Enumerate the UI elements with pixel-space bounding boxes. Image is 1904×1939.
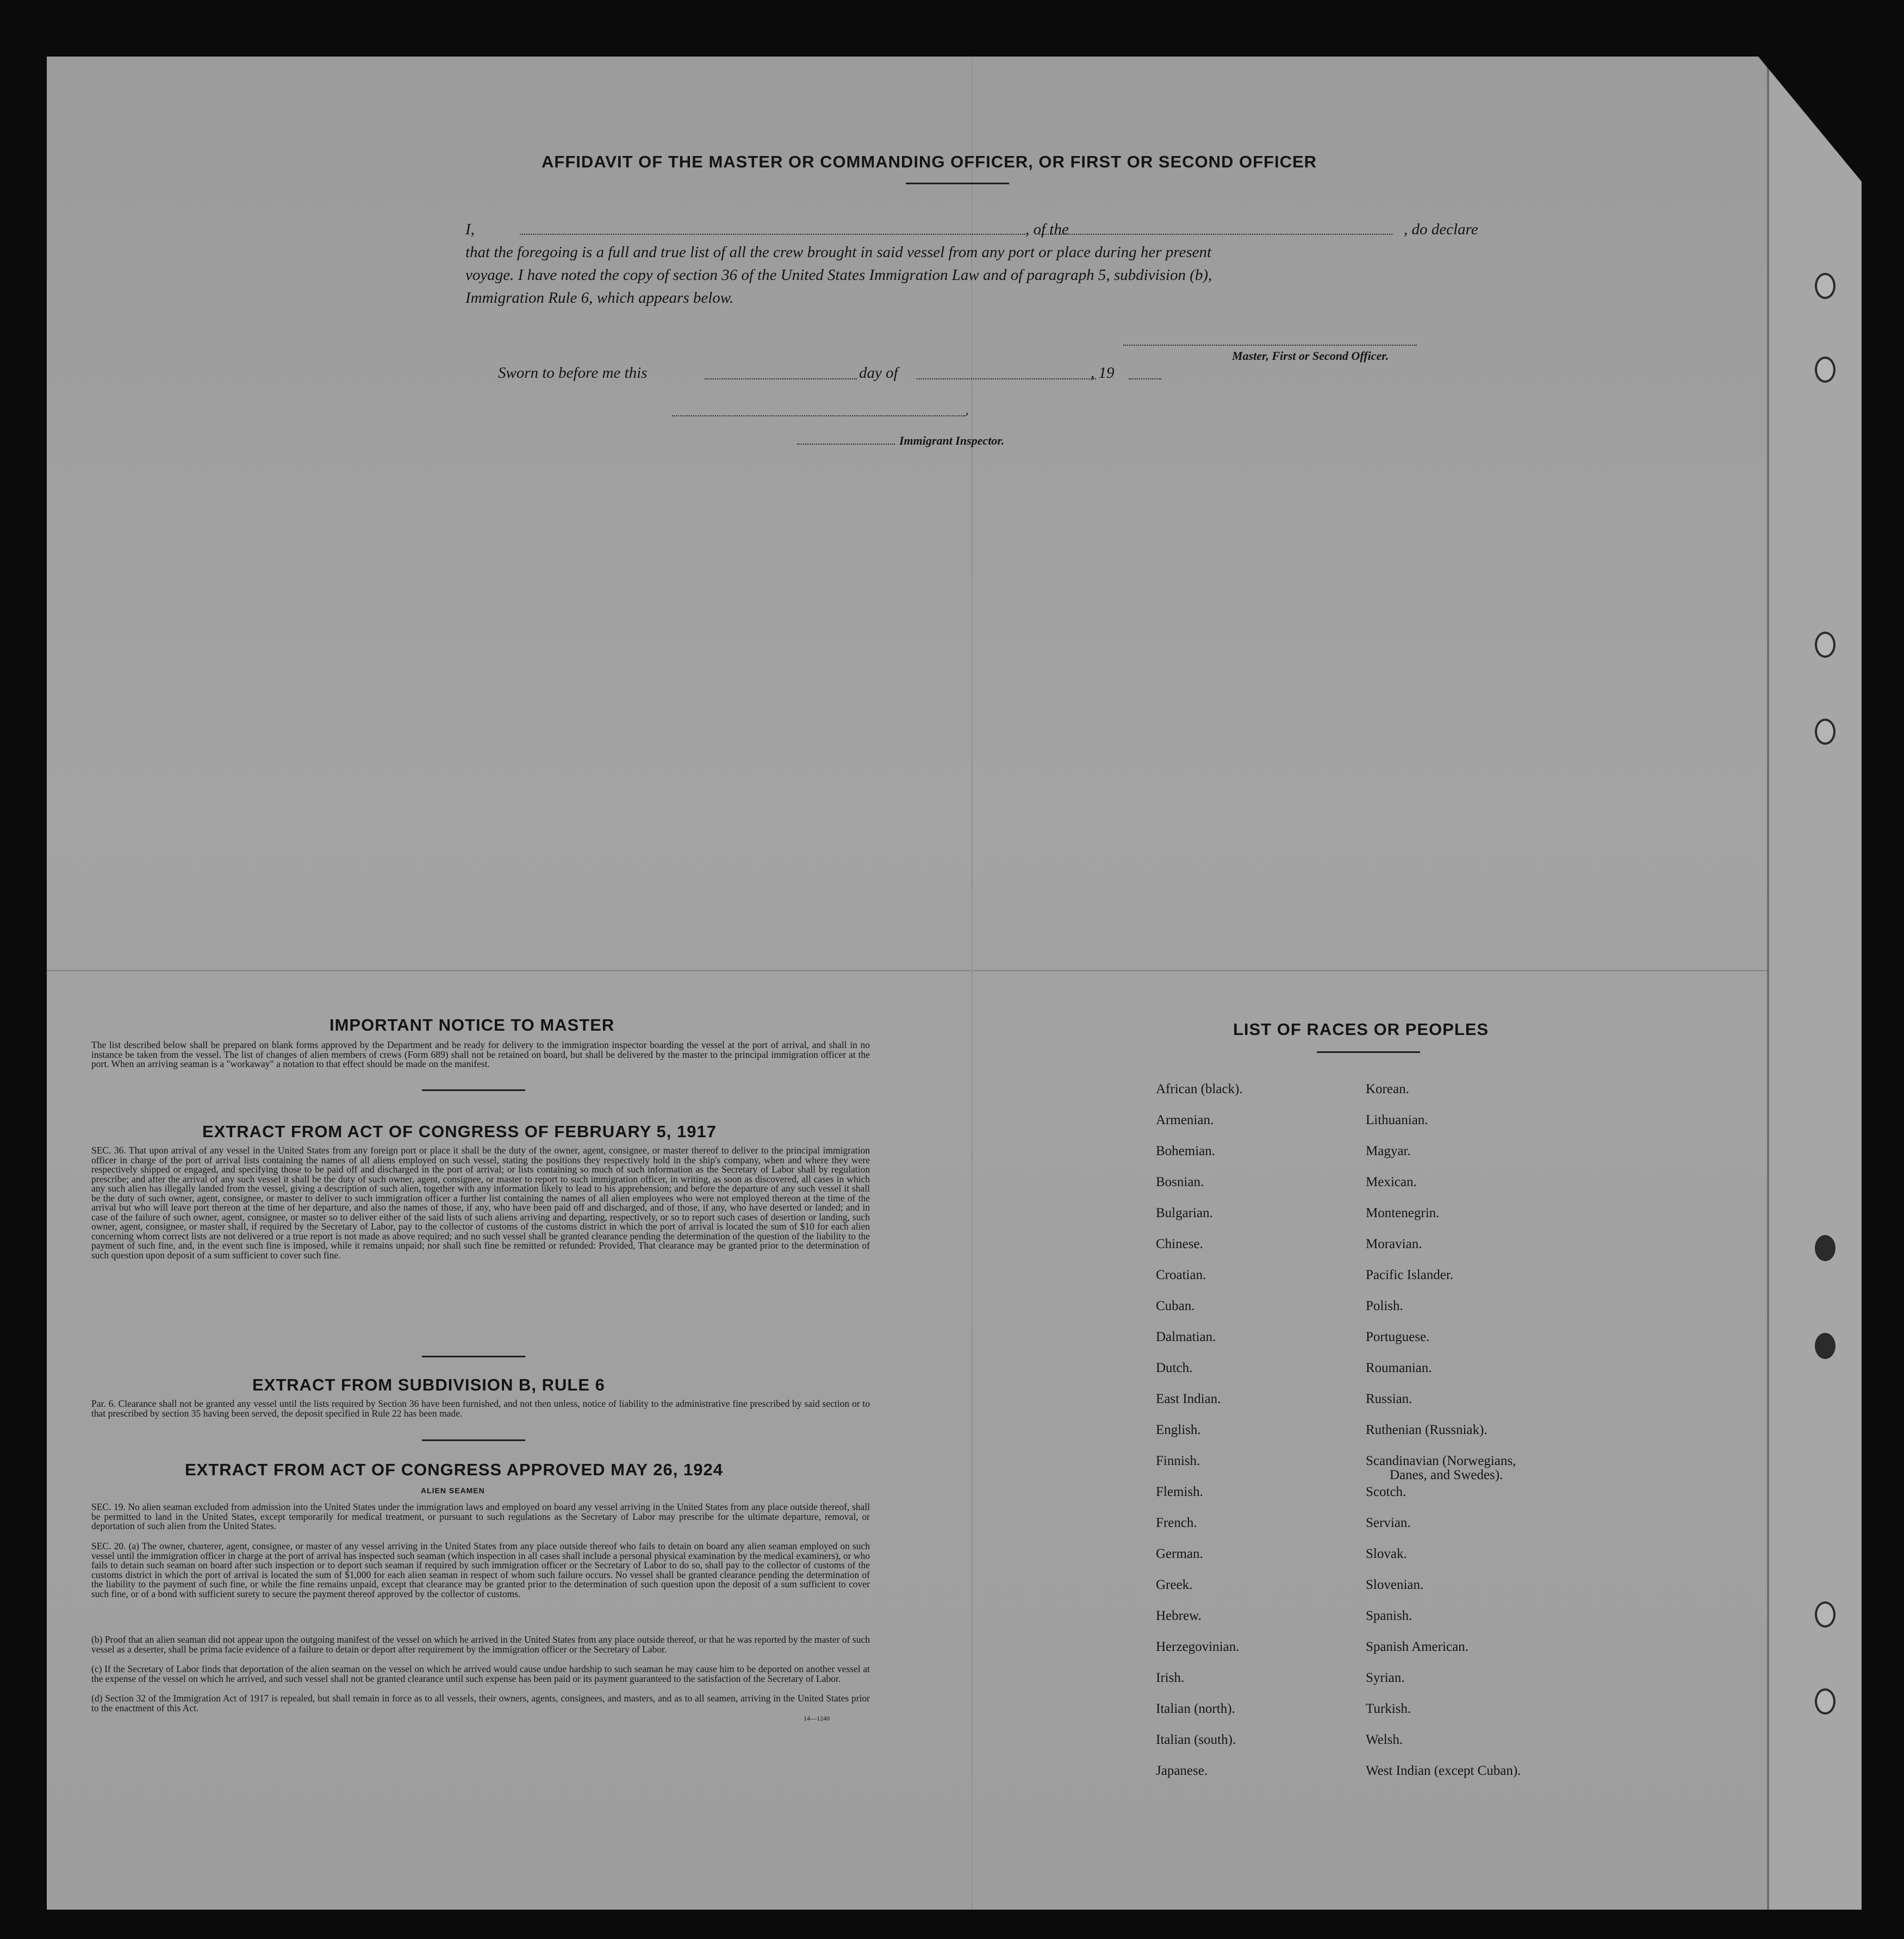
race-item: Chinese. bbox=[1156, 1237, 1203, 1251]
race-item: Flemish. bbox=[1156, 1485, 1203, 1499]
race-item: Herzegovinian. bbox=[1156, 1639, 1240, 1654]
race-item: Armenian. bbox=[1156, 1113, 1214, 1127]
vessel-blank[interactable] bbox=[1039, 234, 1392, 235]
name-blank[interactable] bbox=[520, 234, 1025, 235]
race-item: Danes, and Swedes). bbox=[1390, 1468, 1503, 1482]
race-item: Mexican. bbox=[1366, 1175, 1417, 1189]
race-item: Russian. bbox=[1366, 1392, 1413, 1406]
affidavit-line-2: that the foregoing is a full and true list of all the crew brought in said vessel from any port or place during her present bbox=[465, 244, 1212, 261]
race-item: French. bbox=[1156, 1516, 1197, 1530]
right-edge-strip bbox=[1767, 57, 1862, 1910]
affidavit-line-4: Immigration Rule 6, which appears below. bbox=[465, 289, 734, 307]
race-item: Korean. bbox=[1366, 1082, 1409, 1096]
sworn-month-blank[interactable] bbox=[917, 378, 1096, 379]
punch-hole bbox=[1815, 632, 1835, 658]
form-number: 14—1240 bbox=[804, 1714, 830, 1722]
extract-1924-sec20c: (c) If the Secretary of Labor finds that deportation of the alien seaman on the vessel on which he arrived would cause undue hardship to such seaman he may cause him to be deported on another vessel at the expense of the vessel on which he arrived, and such vessel shall not be granted clearance until such expense has been paid or its payment guaranteed to the satisfaction of the Secretary of Labor. bbox=[91, 1663, 870, 1684]
race-item: Portuguese. bbox=[1366, 1330, 1430, 1344]
race-item: Magyar. bbox=[1366, 1144, 1411, 1158]
extract-1924-sec20b: (b) Proof that an alien seaman did not appear upon the outgoing manifest of the vessel on which he arrived in the United States from any place outside thereof, or that he was reported by the master of such vessel as a deserter, shall be prima facie evidence of a failure to detain or deport after requirement by the immigration officer or the Secretary of Labor. bbox=[91, 1634, 870, 1655]
race-item: East Indian. bbox=[1156, 1392, 1221, 1406]
affidavit-of-the: , of the bbox=[1025, 221, 1069, 238]
race-item: Syrian. bbox=[1366, 1670, 1405, 1685]
punch-hole bbox=[1815, 1333, 1835, 1359]
notice-text: The list described below shall be prepared on blank forms approved by the Department and be ready for delivery to the immigration inspector boarding the vessel at the port of arrival, and shall in no instance be taken from the vessel. The list of changes of alien members of crews (Form 689) shall not be retained on board, but shall be delivered by the master to the principal immigration officer at the port. When an arriving seaman is a "workaway" a notation to that effect should be made on the manifest. bbox=[91, 1039, 870, 1069]
race-item: Croatian. bbox=[1156, 1268, 1206, 1282]
race-item: Ruthenian (Russniak). bbox=[1366, 1423, 1488, 1437]
punch-hole bbox=[1815, 1601, 1835, 1628]
day-of-label: day of bbox=[859, 364, 898, 382]
notice-title: IMPORTANT NOTICE TO MASTER bbox=[329, 1015, 615, 1034]
inspector-comma: , bbox=[966, 403, 969, 417]
race-item: German. bbox=[1156, 1547, 1203, 1561]
fold-line-vertical bbox=[971, 57, 973, 1910]
rule6-text: Par. 6. Clearance shall not be granted any vessel until the lists required by Section 36 have been furnished, and not then unless, notice of liability to the administrative fine prescribed by said section or to that prescribed by section 35 having been served, the deposit specified in Rule 22 has been made. bbox=[91, 1398, 870, 1419]
extract-1924-title: EXTRACT FROM ACT OF CONGRESS APPROVED MAY 26, 1924 bbox=[185, 1460, 723, 1479]
race-item: Finnish. bbox=[1156, 1454, 1200, 1468]
race-item: Bulgarian. bbox=[1156, 1206, 1213, 1220]
punch-hole bbox=[1815, 273, 1835, 299]
race-item: Bohemian. bbox=[1156, 1144, 1216, 1158]
punch-hole bbox=[1815, 1688, 1835, 1714]
race-item: Servian. bbox=[1366, 1516, 1411, 1530]
race-item: Greek. bbox=[1156, 1578, 1193, 1592]
race-item: African (black). bbox=[1156, 1082, 1243, 1096]
divider-rule bbox=[422, 1439, 525, 1441]
race-item: Cuban. bbox=[1156, 1299, 1195, 1313]
race-item: Spanish. bbox=[1366, 1608, 1413, 1623]
extract-1917-title: EXTRACT FROM ACT OF CONGRESS OF FEBRUARY 5, 1917 bbox=[202, 1122, 717, 1141]
punch-hole bbox=[1815, 1235, 1835, 1261]
master-signature-label: Master, First or Second Officer. bbox=[1232, 349, 1389, 363]
race-item: Montenegrin. bbox=[1366, 1206, 1440, 1220]
races-title: LIST OF RACES OR PEOPLES bbox=[1233, 1020, 1489, 1039]
sworn-day-blank[interactable] bbox=[705, 378, 857, 379]
race-item: Hebrew. bbox=[1156, 1608, 1202, 1623]
torn-corner bbox=[1758, 57, 1862, 182]
race-item: Pacific Islander. bbox=[1366, 1268, 1454, 1282]
race-item: Irish. bbox=[1156, 1670, 1185, 1685]
race-item: Turkish. bbox=[1366, 1701, 1411, 1716]
sworn-year-blank[interactable] bbox=[1129, 378, 1161, 379]
inspector-lead-blank bbox=[797, 444, 895, 445]
affidavit-title: AFFIDAVIT OF THE MASTER OR COMMANDING OFFICER, OR FIRST OR SECOND OFFICER bbox=[542, 152, 1317, 171]
race-item: Slovenian. bbox=[1366, 1578, 1424, 1592]
race-item: Italian (south). bbox=[1156, 1732, 1236, 1747]
inspector-label: Immigrant Inspector. bbox=[899, 434, 1005, 447]
divider-rule bbox=[1317, 1051, 1420, 1053]
race-item: Scotch. bbox=[1366, 1485, 1407, 1499]
race-item: Dalmatian. bbox=[1156, 1330, 1216, 1344]
master-signature-blank[interactable] bbox=[1123, 345, 1417, 346]
race-item: Roumanian. bbox=[1366, 1361, 1432, 1375]
race-item: Italian (north). bbox=[1156, 1701, 1235, 1716]
fold-line-horizontal bbox=[47, 970, 1862, 971]
extract-1924-sec20a: SEC. 20. (a) The owner, charterer, agent, consignee, or master of any vessel arriving in the United States from any place outside thereof who fails to detain on board any alien seaman employed on such vessel until the immigration officer in charge at the port of arrival has inspected such seaman (which inspection in all cases shall include a personal physical examination by the medical examiners), or who fails to detain such seaman on board after such inspection or to deport such seaman if required by such immigration officer or the Secretary of Labor to do so, shall pay to the collector of customs of the customs district in which the port of arrival is located the sum of $1,000 for each alien seaman in respect of whom such failure occurs. No vessel shall be granted clearance pending the determination of the liability to the payment of such fine, or while the fine remains unpaid, except that clearance may be granted prior to the determination of such question upon the deposit of a sum sufficient to cover such fine, or of a bond with sufficient surety to secure the payment thereof approved by the collector of customs. bbox=[91, 1541, 870, 1599]
race-item: Moravian. bbox=[1366, 1237, 1422, 1251]
punch-hole bbox=[1815, 719, 1835, 745]
divider-rule bbox=[422, 1089, 525, 1091]
race-item: Scandinavian (Norwegians, bbox=[1366, 1454, 1516, 1468]
sworn-prefix: Sworn to before me this bbox=[498, 364, 648, 382]
race-item: Slovak. bbox=[1366, 1547, 1407, 1561]
race-item: West Indian (except Cuban). bbox=[1366, 1763, 1521, 1778]
race-item: Spanish American. bbox=[1366, 1639, 1469, 1654]
race-item: Lithuanian. bbox=[1366, 1113, 1428, 1127]
affidavit-line-3: voyage. I have noted the copy of section 36 of the United States Immigration Law and of paragraph 5, subdivision (b), bbox=[465, 266, 1212, 284]
alien-seamen-subtitle: ALIEN SEAMEN bbox=[421, 1486, 485, 1495]
document-page bbox=[47, 57, 1862, 1910]
extract-1924-sec20d: (d) Section 32 of the Immigration Act of 1917 is repealed, but shall remain in force as to all vessels, their owners, agents, consignees, and masters, and as to all seamen, arriving in the United States prior to the enactment of this Act. bbox=[91, 1693, 870, 1713]
extract-1924-sec19: SEC. 19. No alien seaman excluded from admission into the United States under the immigration laws and employed on board any vessel arriving in the United States from any place outside thereof, shall be permitted to land in the United States, except temporarily for medical treatment, or pursuant to such regulations as the Secretary of Labor may prescribe for the ultimate departure, removal, or deportation of such alien from the United States. bbox=[91, 1501, 870, 1531]
race-item: Welsh. bbox=[1366, 1732, 1403, 1747]
inspector-signature-blank[interactable] bbox=[672, 415, 966, 416]
race-item: English. bbox=[1156, 1423, 1201, 1437]
race-item: Bosnian. bbox=[1156, 1175, 1204, 1189]
extract-1917-text: SEC. 36. That upon arrival of any vessel in the United States from any foreign port or place it shall be the duty of the owner, agent, consignee, or master thereof to deliver to the principal immigration officer in charge of the port of arrival lists containing the names of all aliens employed on such vessel, stating the positions they respectively hold in the ship's company, when and where they were respectively shipped or engaged, and specifying those to be paid off and discharged in the port of arrival; or lists containing so much of such information as the Secretary of Labor shall by regulation prescribe; and after the arrival of any such vessel it shall be the duty of such owner, agent, consignee, or master to report to such immigration officer, in writing, as soon as discovered, all cases in which any such alien has illegally landed from the vessel, giving a description of such alien, together with any information likely to lead to his apprehension; and before the departure of any such vessel it shall be the duty of such owner, agent, consignee, or master to deliver to such immigration officer a further list containing the names of all alien employees who were not employed thereon at the time of the arrival but who will leave port thereon at the time of her departure, and also the names of those, if any, who have been paid off and discharged, and of those, if any, who have deserted or landed; and in case of the failure of such owner, agent, consignee, or master so to deliver either of the said lists of such aliens arriving and departing, respectively, or so to report such cases of desertion or landing, such owner, agent, consignee, or master shall, if required by the Secretary of Labor, pay to the collector of customs of the customs district in which the port of arrival is located the sum of $10 for each alien concerning whom correct lists are not delivered or a true report is not made as above required; and no such vessel shall be granted clearance pending the determination of the question of the liability to the payment of such fine, and, in the event such fine is imposed, while it remains unpaid; nor shall such fine be remitted or refunded: Provided, That clearance may be granted prior to the determination of such question upon deposit of a sum sufficient to cover such fine. bbox=[91, 1145, 870, 1261]
year-prefix: , 19 bbox=[1091, 364, 1115, 382]
rule6-title: EXTRACT FROM SUBDIVISION B, RULE 6 bbox=[252, 1375, 605, 1394]
race-item: Japanese. bbox=[1156, 1763, 1208, 1778]
affidavit-i-label: I, bbox=[465, 221, 475, 238]
punch-hole bbox=[1815, 357, 1835, 383]
race-item: Dutch. bbox=[1156, 1361, 1193, 1375]
race-item: Polish. bbox=[1366, 1299, 1403, 1313]
divider-rule bbox=[906, 183, 1009, 184]
divider-rule bbox=[422, 1356, 525, 1357]
affidavit-do-declare: , do declare bbox=[1404, 221, 1478, 238]
